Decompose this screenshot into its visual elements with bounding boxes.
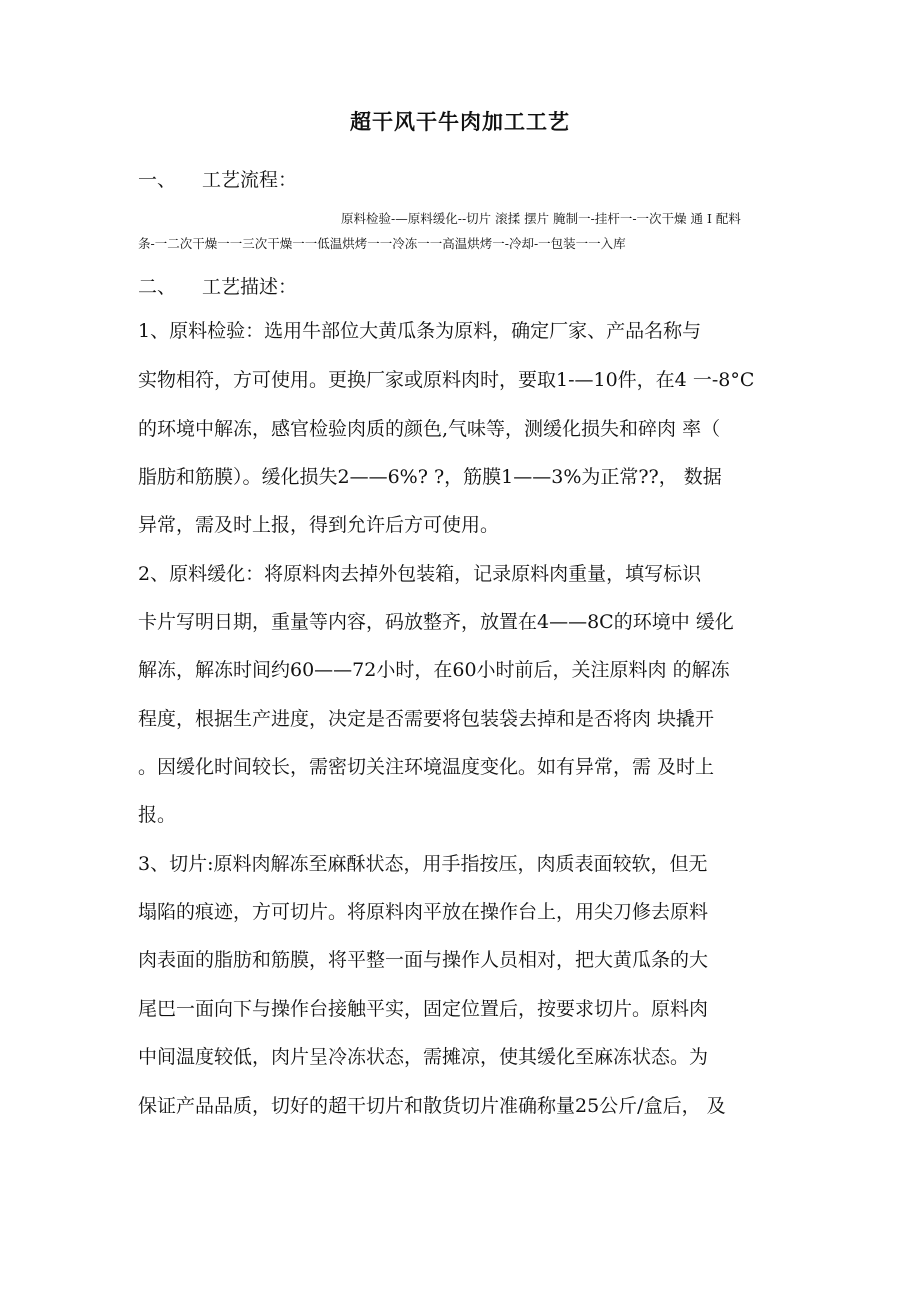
body-line: 肉表面的脂肪和筋膜，将平整一面与操作人员相对，把大黄瓜条的大: [138, 949, 709, 971]
section-1-heading: [138, 165, 297, 192]
body-line: 中间温度较低，肉片呈冷冻状态，需摊凉，使其缓化至麻冻状态。为: [138, 1046, 709, 1068]
body-line: 3、切片:原料肉解冻至麻酥状态，用手指按压，肉质表面较软，但无: [138, 853, 708, 875]
section-2-heading: [138, 272, 297, 299]
body-line: 实物相符，方可使用。更换厂家或原料肉时，要取1-—10件，在4 一-8°C: [138, 369, 755, 391]
body-line: 程度，根据生产进度，决定是否需要将包装袋去掉和是否将肉 块撬开: [138, 708, 715, 730]
body-line: 。因缓化时间较长，需密切关注环境温度变化。如有异常，需 及时上: [138, 756, 715, 778]
body-line: 解冻，解冻时间约60——72小时，在60小时前后，关注原料肉 的解冻: [138, 659, 730, 681]
document-title: 超干风干牛肉加工工艺: [350, 109, 570, 134]
body-line: 的环境中解冻，感官检验肉质的颜色,气味等，测缓化损失和碎肉 率（: [138, 418, 721, 440]
section-2-number: 二、: [138, 276, 177, 298]
body-line: 1、原料检验：选用牛部位大黄瓜条为原料，确定厂家、产品名称与: [138, 320, 702, 342]
section-2-label: 工艺描述：: [202, 276, 298, 298]
body-line: 脂肪和筋膜）。缓化损失2——6%? ?，筋膜1——3%为正常??， 数据: [138, 466, 722, 488]
section-1-number: 一、: [138, 169, 177, 191]
body-line: 异常，需及时上报，得到允许后方可使用。: [138, 514, 500, 536]
body-line: 2、原料缓化：将原料肉去掉外包装箱，记录原料肉重量，填写标识: [138, 563, 702, 585]
body-line: 尾巴一面向下与操作台接触平实，固定位置后，按要求切片。原料肉: [138, 998, 709, 1020]
body-line: 塌陷的痕迹，方可切片。将原料肉平放在操作台上，用尖刀修去原料: [138, 901, 709, 923]
body-line: 报。: [138, 804, 177, 826]
body-line: 保证产品品质，切好的超干切片和散货切片准确称量25公斤/盒后， 及: [138, 1095, 726, 1117]
process-flow-line-1: 原料检验-—原料缓化--切片 滚揉 摆片 腌制一-挂杆一-一次干燥 通 I 配料: [341, 211, 741, 226]
process-flow-line-2: 条-一二次干燥一一三次干燥一一低温烘烤一一冷冻一一高温烘烤一-冷却-一包装一一入库: [138, 236, 626, 251]
section-1-label: 工艺流程：: [202, 169, 298, 191]
body-line: 卡片写明日期，重量等内容，码放整齐，放置在4——8C的环境中 缓化: [138, 611, 734, 633]
